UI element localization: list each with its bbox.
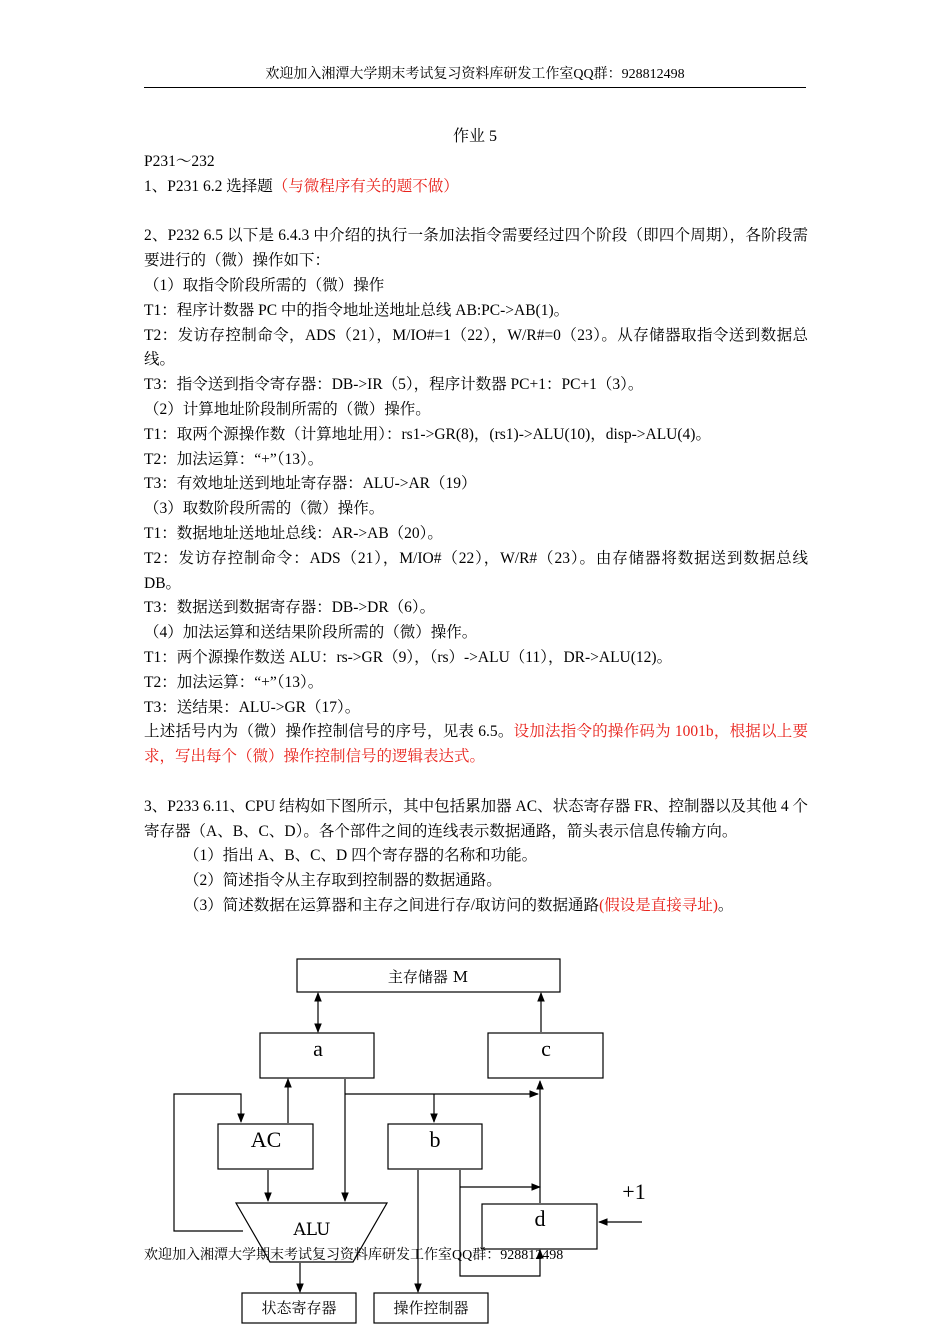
q2-line: T2：加法运算：“+”（13）。	[144, 450, 324, 468]
q2-line: （2）计算地址阶段制所需的（微）操作。	[144, 400, 431, 418]
q3-item: （2）简述指令从主存取到控制器的数据通路。	[184, 872, 502, 890]
q2-line: （3）取数阶段所需的（微）操作。	[144, 500, 385, 518]
q3-item-3-text: （3）简述数据在运算器和主存之间进行存/取访问的数据通路	[184, 896, 600, 914]
accumulator-label: AC	[250, 1127, 282, 1152]
q2-closing-task: 设加法指令的操作码为 1001b，根据以上要求，写出每个（微）操作控制信号的逻辑表达式。	[144, 723, 808, 766]
q2-line: T3：数据送到数据寄存器：DB->DR（6）。	[144, 599, 436, 617]
alu-label: ALU	[293, 1220, 331, 1240]
q2-line: T2：发访存控制命令，ADS（21），M/IO#=1（22），W/R#=0（23）。从存储器取指令送到数据总线。	[144, 326, 808, 369]
question-1-note: （与微程序有关的题不做）	[272, 177, 459, 195]
q2-line: T3：指令送到指令寄存器：DB->IR（5），程序计数器 PC+1：PC+1（3）。	[144, 376, 644, 394]
main-memory-label: 主存储器 M	[387, 968, 469, 986]
q2-line: T3：送结果：ALU->GR（17）。	[144, 698, 361, 716]
question-1-text: 1、P231 6.2 选择题	[144, 177, 273, 195]
question-1	[144, 175, 808, 200]
q2-closing	[144, 720, 808, 770]
page-footer: 欢迎加入湘潭大学期末考试复习资料库研发工作室QQ群：928812498	[144, 1248, 564, 1263]
q2-line: T1：两个源操作数送 ALU：rs->GR（9），（rs）->ALU（11），DR->ALU(12)。	[144, 648, 673, 666]
register-d-label: d	[534, 1206, 546, 1231]
page-range: P231～232	[144, 153, 215, 170]
q3-item-3-end: 。	[717, 896, 734, 914]
header-rule	[144, 87, 806, 88]
register-c-label: c	[541, 1036, 551, 1061]
register-a-label: a	[313, 1036, 323, 1061]
controller-label: 操作控制器	[393, 1299, 469, 1317]
plus-one-label: +1	[622, 1179, 646, 1204]
document-body	[144, 150, 808, 919]
q2-line: T2：加法运算：“+”（13）。	[144, 673, 324, 691]
q2-line: T1：数据地址送地址总线：AR->AB（20）。	[144, 524, 443, 542]
question-3-intro: 3、P233 6.11、CPU 结构如下图所示，其中包括累加器 AC、状态寄存器 FR、控制器以及其他 4 个寄存器（A、B、C、D）。各个部件之间的连线表示数据通路，箭头表示信息传输方向。	[144, 797, 808, 840]
q3-item: （1）指出 A、B、C、D 四个寄存器的名称和功能。	[184, 847, 538, 865]
page-title: 作业 5	[452, 128, 497, 145]
register-b-label: b	[429, 1127, 441, 1152]
q2-line: （4）加法运算和送结果阶段所需的（微）操作。	[144, 624, 478, 642]
q2-line: T1：取两个源操作数（计算地址用）：rs1->GR(8)，(rs1)->ALU(10)，disp->ALU(4)。	[144, 425, 711, 443]
page-header: 欢迎加入湘潭大学期末考试复习资料库研发工作室QQ群：928812498	[265, 67, 685, 82]
question-2-intro: 2、P232 6.5 以下是 6.4.3 中介绍的执行一条加法指令需要经过四个阶段（即四个周期），各阶段需要进行的（微）操作如下：	[144, 227, 808, 270]
q2-line: T1：程序计数器 PC 中的指令地址送地址总线 AB:PC->AB(1)。	[144, 301, 570, 319]
q2-line: T3：有效地址送到地址寄存器：ALU->AR（19）	[144, 475, 477, 493]
status-register-label: 状态寄存器	[261, 1299, 337, 1317]
q2-line: T2：发访存控制命令：ADS（21），M/IO#（22），W/R#（23）。由存储器将数据送到数据总线 DB。	[144, 549, 808, 592]
cpu-structure-diagram	[0, 950, 950, 1344]
q3-item-3	[144, 894, 808, 919]
q3-item-3-note: (假设是直接寻址)	[599, 896, 718, 914]
q2-line: （1）取指令阶段所需的（微）操作	[144, 276, 385, 294]
q2-closing-text: 上述括号内为（微）操作控制信号的序号，见表 6.5。	[144, 723, 514, 741]
